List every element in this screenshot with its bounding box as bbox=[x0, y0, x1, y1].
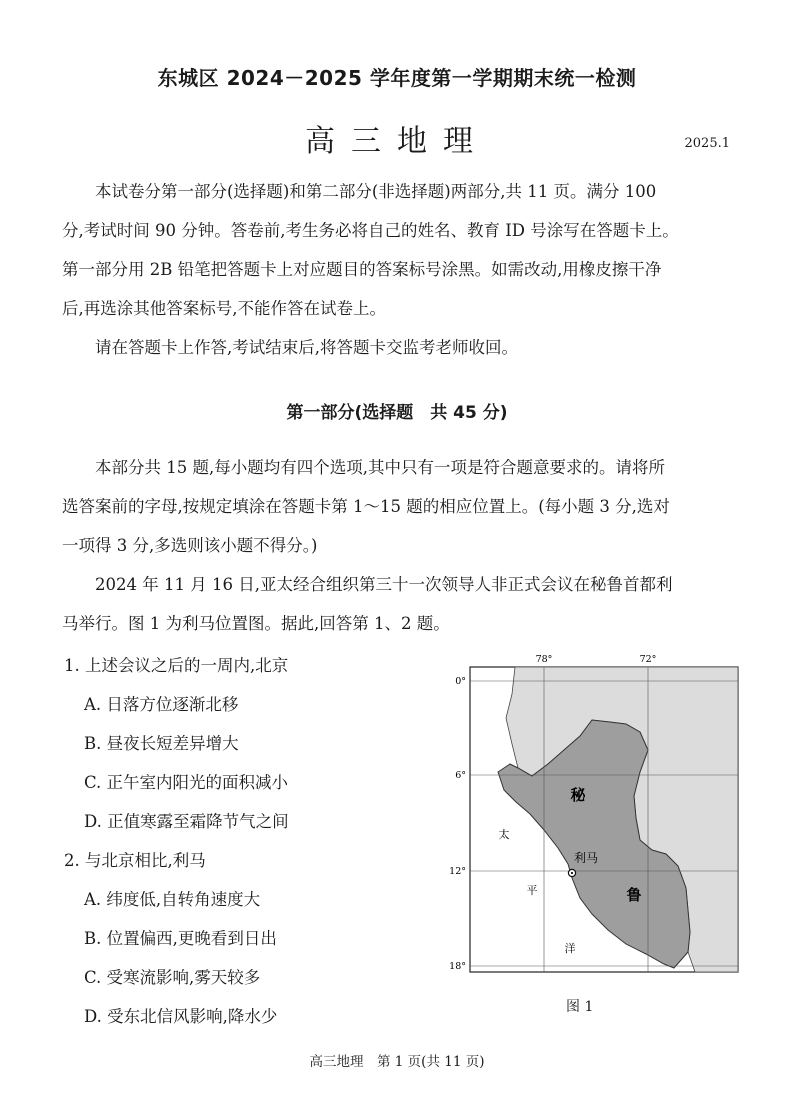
subject-title: 高三地理 bbox=[305, 124, 489, 159]
exam-title: 东城区 2024－2025 学年度第一学期期末统一检测 bbox=[157, 66, 637, 90]
lat-label-0: 0° bbox=[455, 676, 466, 687]
lat-label-18: 18° bbox=[449, 961, 466, 972]
intro-line: 本试卷分第一部分(选择题)和第二部分(非选择题)两部分,共 11 页。满分 100 bbox=[95, 182, 657, 201]
question-1-option-d: D. 正值寒露至霜降节气之间 bbox=[84, 812, 289, 831]
lon-label-72: 72° bbox=[639, 654, 657, 665]
ocean-char-2: 平 bbox=[526, 884, 538, 897]
question-1-option-a: A. 日落方位逐渐北移 bbox=[84, 695, 239, 714]
section-instructions bbox=[62, 448, 732, 565]
exam-date: 2025.1 bbox=[684, 136, 730, 151]
country-char-1: 秘 bbox=[570, 786, 586, 804]
question-2-option-a: A. 纬度低,自转角速度大 bbox=[84, 890, 261, 909]
intro-line: 第一部分用 2B 铅笔把答题卡上对应题目的答案标号涂黑。如需改动,用橡皮擦干净 bbox=[62, 260, 662, 279]
question-2-stem: 2. 与北京相比,利马 bbox=[64, 851, 206, 870]
country-char-2: 鲁 bbox=[626, 886, 642, 904]
lat-label-12: 12° bbox=[449, 866, 466, 877]
peru-location-map bbox=[440, 652, 740, 982]
figure-1-caption: 图 1 bbox=[566, 999, 594, 1015]
question-1-option-c: C. 正午室内阳光的面积减小 bbox=[84, 773, 289, 792]
material-line: 2024 年 11 月 16 日,亚太经合组织第三十一次领导人非正式会议在秘鲁首都利 bbox=[95, 575, 673, 594]
ocean-char-3: 洋 bbox=[564, 942, 576, 955]
lon-label-78: 78° bbox=[535, 654, 553, 665]
page-footer: 高三地理 第 1 页(共 11 页) bbox=[309, 1054, 485, 1070]
lima-label: 利马 bbox=[573, 851, 599, 865]
question-1-option-b: B. 昼夜长短差异增大 bbox=[84, 734, 239, 753]
instruction-line: 一项得 3 分,多选则该小题不得分。) bbox=[62, 536, 318, 555]
instruction-line: 本部分共 15 题,每小题均有四个选项,其中只有一项是符合题意要求的。请将所 bbox=[95, 458, 665, 477]
question-2-option-b: B. 位置偏西,更晚看到日出 bbox=[84, 929, 277, 948]
material-text bbox=[62, 565, 732, 643]
intro-line: 后,再选涂其他答案标号,不能作答在试卷上。 bbox=[62, 299, 386, 318]
intro-line: 分,考试时间 90 分钟。答卷前,考生务必将自己的姓名、教育 ID 号涂写在答题卡上。 bbox=[62, 221, 679, 240]
intro-paragraph bbox=[62, 172, 732, 328]
instruction-line: 选答案前的字母,按规定填涂在答题卡第 1～15 题的相应位置上。(每小题 3 分,选对 bbox=[62, 497, 670, 516]
question-2-option-c: C. 受寒流影响,雾天较多 bbox=[84, 968, 261, 987]
material-line: 马举行。图 1 为利马位置图。据此,回答第 1、2 题。 bbox=[62, 614, 450, 633]
ocean-char-1: 太 bbox=[498, 828, 510, 841]
question-2-option-d: D. 受东北信风影响,降水少 bbox=[84, 1007, 278, 1026]
section-heading: 第一部分(选择题 共 45 分) bbox=[286, 403, 508, 423]
lima-marker-dot bbox=[571, 872, 573, 874]
intro-submit-note: 请在答题卡上作答,考试结束后,将答题卡交监考老师收回。 bbox=[95, 338, 518, 357]
figure-1-map bbox=[440, 652, 740, 982]
question-1-stem: 1. 上述会议之后的一周内,北京 bbox=[64, 656, 289, 675]
lat-label-6: 6° bbox=[455, 770, 466, 781]
